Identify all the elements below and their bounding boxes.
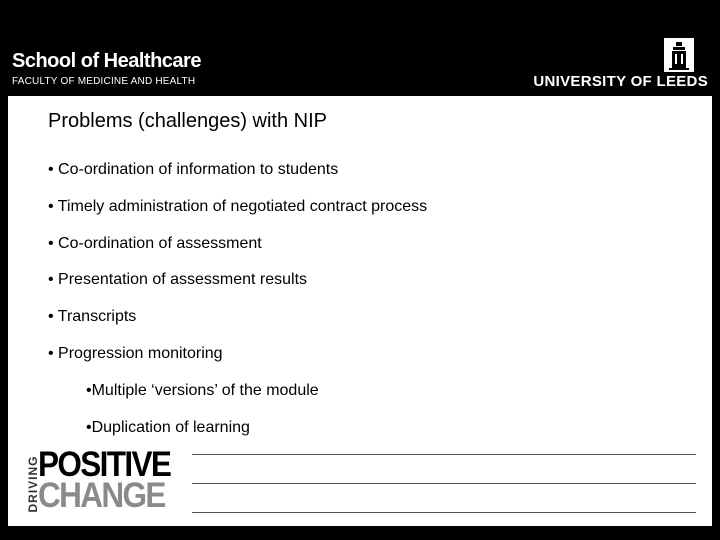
bullet-list [48,160,427,454]
bullet-item: • Co-ordination of assessment [48,234,262,252]
brand-sub-text: CHANGE [38,476,165,515]
bullet-item: • Co-ordination of information to students [48,161,339,178]
bullet-item: • Presentation of assessment results [48,271,308,289]
sub-bullet-item: •Multiple ‘versions’ of the module [86,381,319,399]
slide-content [8,96,712,526]
footer-rule [192,512,696,513]
slide-title: Problems (challenges) with NIP [48,110,327,132]
brand-side-text: DRIVING [26,455,40,513]
university-name: UNIVERSITY OF LEEDS [533,73,708,90]
brand-footer [24,445,204,518]
footer-rule [192,454,696,455]
school-header [12,50,201,87]
bullet-item: • Transcripts [48,308,137,326]
bullet-item: • Timely administration of negotiated contract process [48,197,428,215]
footer-rule [192,483,696,484]
faculty-name: FACULTY OF MEDICINE AND HEALTH [12,76,196,87]
footer-rules [192,454,696,514]
university-logo [533,38,708,90]
brand-main-text: POSITIVE [38,445,171,484]
bullet-item: • Progression monitoring [48,344,223,362]
school-name: School of Healthcare [12,50,201,72]
university-tower-icon [664,38,694,72]
sub-bullet-item: •Duplication of learning [86,418,250,436]
